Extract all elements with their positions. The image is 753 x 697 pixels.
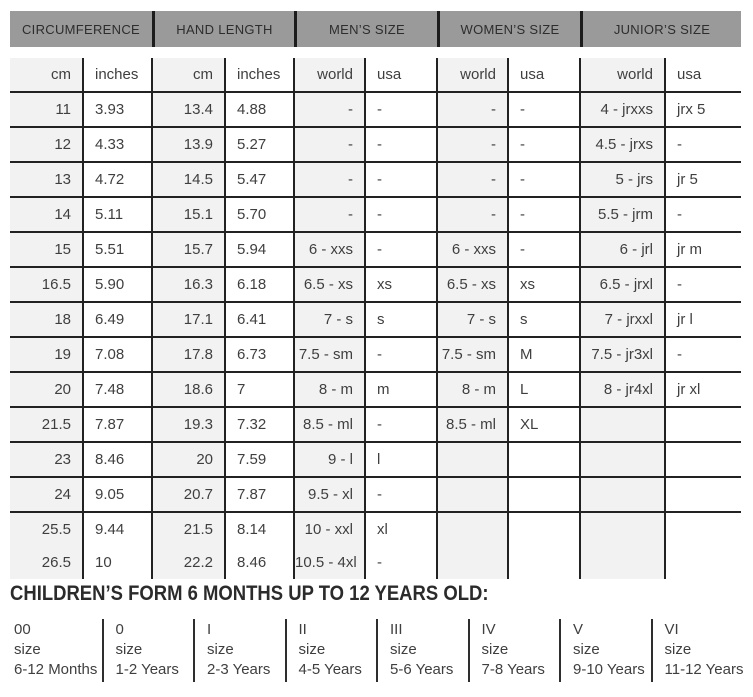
table-cell: -: [437, 162, 508, 197]
table-cell: 14.5: [152, 162, 225, 197]
table-cell: xs: [508, 267, 580, 302]
table-cell: 7.5 - sm: [294, 337, 365, 372]
table-cell: 21.5: [152, 512, 225, 546]
table-cell: [437, 477, 508, 512]
table-cell: 11: [10, 92, 83, 127]
table-row: [10, 302, 741, 337]
table-cell: 5.70: [225, 197, 294, 232]
table-cell: s: [508, 302, 580, 337]
subheader-cell: inches: [83, 58, 152, 92]
subheader-cell: usa: [365, 58, 437, 92]
table-cell: 6.73: [225, 337, 294, 372]
table-cell: 5.90: [83, 267, 152, 302]
children-size-age: 2-3 Years: [207, 661, 271, 678]
table-row: [10, 477, 741, 512]
table-cell: -: [365, 232, 437, 267]
table-cell: [580, 407, 665, 442]
children-size-item: [10, 619, 102, 682]
table-cell: 6.5 - xs: [294, 267, 365, 302]
table-cell: -: [508, 232, 580, 267]
table-cell: 4.72: [83, 162, 152, 197]
table-cell: -: [365, 407, 437, 442]
table-cell: 12: [10, 127, 83, 162]
table-cell: 9.5 - xl: [294, 477, 365, 512]
children-size-age: 6-12 Months: [14, 661, 98, 678]
table-cell: M: [508, 337, 580, 372]
table-cell: [665, 407, 741, 442]
table-cell: 15.1: [152, 197, 225, 232]
table-cell: xl: [365, 512, 437, 546]
table-cell: 4.33: [83, 127, 152, 162]
table-cell: 19: [10, 337, 83, 372]
children-size-label: size: [14, 641, 41, 658]
children-size-label: size: [207, 641, 234, 658]
table-cell: 5.51: [83, 232, 152, 267]
table-cell: 17.8: [152, 337, 225, 372]
table-cell: 8.5 - ml: [294, 407, 365, 442]
children-size-label: size: [664, 641, 692, 658]
table-row: [10, 197, 741, 232]
table-cell: 9 - l: [294, 442, 365, 477]
table-row: [10, 442, 741, 477]
table-cell: jr xl: [665, 372, 741, 407]
subheader-row: [10, 58, 741, 92]
table-cell: 8 - jr4xl: [580, 372, 665, 407]
children-size-label: size: [573, 641, 600, 658]
table-cell: 18.6: [152, 372, 225, 407]
table-cell: 14: [10, 197, 83, 232]
table-cell: 8 - m: [294, 372, 365, 407]
group-header-mens-size: MEN’S SIZE: [294, 11, 437, 47]
table-cell: [437, 546, 508, 579]
table-cell: 7 - jrxxl: [580, 302, 665, 337]
table-cell: 23: [10, 442, 83, 477]
table-row: [10, 546, 741, 579]
table-cell: 6 - xxs: [294, 232, 365, 267]
table-cell: 8.46: [83, 442, 152, 477]
table-row: [10, 512, 741, 546]
table-cell: 9.44: [83, 512, 152, 546]
table-cell: 5 - jrs: [580, 162, 665, 197]
table-cell: -: [294, 127, 365, 162]
table-cell: jr l: [665, 302, 741, 337]
table-cell: 4 - jrxxs: [580, 92, 665, 127]
table-cell: 13.9: [152, 127, 225, 162]
group-header-juniors-size: JUNIOR’S SIZE: [580, 11, 741, 47]
group-header-hand-length: HAND LENGTH: [152, 11, 294, 47]
table-cell: [508, 477, 580, 512]
table-row: [10, 232, 741, 267]
table-cell: [508, 512, 580, 546]
table-cell: [437, 512, 508, 546]
children-size-item: [559, 619, 651, 682]
children-size-item: [102, 619, 194, 682]
table-row: [10, 127, 741, 162]
table-cell: 7 - s: [294, 302, 365, 337]
children-size-age: 11-12 Years: [664, 661, 744, 678]
children-size-item: [285, 619, 377, 682]
table-cell: 16.3: [152, 267, 225, 302]
table-row: [10, 162, 741, 197]
table-cell: -: [294, 162, 365, 197]
table-row: [10, 372, 741, 407]
table-cell: [580, 442, 665, 477]
table-cell: jr 5: [665, 162, 741, 197]
table-cell: [665, 442, 741, 477]
table-cell: 5.11: [83, 197, 152, 232]
table-cell: 3.93: [83, 92, 152, 127]
subheader-cell: world: [437, 58, 508, 92]
subheader-cell: inches: [225, 58, 294, 92]
table-cell: [580, 512, 665, 546]
table-cell: -: [508, 127, 580, 162]
table-cell: L: [508, 372, 580, 407]
table-cell: 6.5 - jrxl: [580, 267, 665, 302]
table-cell: -: [294, 92, 365, 127]
children-size-code: II: [298, 621, 307, 638]
table-cell: 15: [10, 232, 83, 267]
table-cell: -: [365, 127, 437, 162]
table-cell: 7.5 - jr3xl: [580, 337, 665, 372]
table-cell: 7.59: [225, 442, 294, 477]
children-size-label: size: [481, 641, 509, 658]
children-size-label: size: [298, 641, 326, 658]
table-cell: -: [365, 477, 437, 512]
table-cell: -: [665, 267, 741, 302]
children-size-code: IV: [481, 621, 496, 638]
table-cell: xs: [365, 267, 437, 302]
table-cell: -: [665, 197, 741, 232]
table-cell: 20.7: [152, 477, 225, 512]
table-cell: 9.05: [83, 477, 152, 512]
table-cell: 5.94: [225, 232, 294, 267]
table-cell: 26.5: [10, 546, 83, 579]
table-cell: 4.88: [225, 92, 294, 127]
children-size-item: [468, 619, 560, 682]
children-size-code: VI: [664, 621, 679, 638]
table-cell: -: [508, 197, 580, 232]
subheader-cell: cm: [152, 58, 225, 92]
table-cell: [580, 477, 665, 512]
table-cell: 13: [10, 162, 83, 197]
table-cell: 19.3: [152, 407, 225, 442]
table-row: [10, 92, 741, 127]
table-cell: 8.46: [225, 546, 294, 579]
table-cell: 17.1: [152, 302, 225, 337]
table-cell: -: [508, 162, 580, 197]
table-cell: 7.5 - sm: [437, 337, 508, 372]
table-cell: 6 - jrl: [580, 232, 665, 267]
table-cell: 20: [152, 442, 225, 477]
children-size-label: size: [390, 641, 417, 658]
table-cell: 7.87: [225, 477, 294, 512]
table-cell: 5.5 - jrm: [580, 197, 665, 232]
table-cell: [437, 442, 508, 477]
table-cell: 20: [10, 372, 83, 407]
children-size-item: [376, 619, 468, 682]
table-cell: m: [365, 372, 437, 407]
table-cell: [508, 442, 580, 477]
children-size-item: [651, 619, 743, 682]
table-cell: 7.08: [83, 337, 152, 372]
table-cell: -: [365, 162, 437, 197]
table-cell: [665, 512, 741, 546]
table-cell: jrx 5: [665, 92, 741, 127]
table-cell: 16.5: [10, 267, 83, 302]
children-size-label: size: [115, 641, 143, 658]
table-group-header: [10, 11, 741, 47]
table-cell: jr m: [665, 232, 741, 267]
group-header-womens-size: WOMEN’S SIZE: [437, 11, 580, 47]
children-size-age: 5-6 Years: [390, 661, 454, 678]
table-cell: 6.41: [225, 302, 294, 337]
subheader-cell: world: [580, 58, 665, 92]
table-cell: 10.5 - 4xl: [294, 546, 365, 579]
children-size-code: I: [207, 621, 212, 638]
children-section-heading: CHILDREN’S FORM 6 MONTHS UP TO 12 YEARS OLD:: [10, 582, 489, 605]
table-row: [10, 267, 741, 302]
table-cell: 5.27: [225, 127, 294, 162]
table-cell: 13.4: [152, 92, 225, 127]
subheader-cell: cm: [10, 58, 83, 92]
table-cell: -: [437, 197, 508, 232]
children-size-list: [10, 619, 742, 682]
table-cell: 21.5: [10, 407, 83, 442]
table-cell: 7.32: [225, 407, 294, 442]
children-size-code: 00: [14, 621, 31, 638]
size-table: [10, 58, 741, 579]
table-cell: 10 - xxl: [294, 512, 365, 546]
subheader-cell: usa: [508, 58, 580, 92]
table-cell: 8.5 - ml: [437, 407, 508, 442]
table-cell: 8.14: [225, 512, 294, 546]
table-cell: -: [665, 337, 741, 372]
children-size-age: 1-2 Years: [115, 661, 179, 678]
table-cell: -: [437, 127, 508, 162]
children-size-age: 9-10 Years: [573, 661, 645, 678]
table-cell: 7: [225, 372, 294, 407]
size-table-body: [10, 92, 741, 579]
subheader-cell: usa: [665, 58, 741, 92]
table-cell: [580, 546, 665, 579]
table-cell: [665, 477, 741, 512]
table-cell: l: [365, 442, 437, 477]
table-cell: 24: [10, 477, 83, 512]
table-cell: [665, 546, 741, 579]
table-cell: 7.48: [83, 372, 152, 407]
table-cell: 7 - s: [437, 302, 508, 337]
table-cell: 6.18: [225, 267, 294, 302]
table-cell: 6.49: [83, 302, 152, 337]
table-cell: [508, 546, 580, 579]
table-cell: -: [365, 92, 437, 127]
children-size-age: 4-5 Years: [298, 661, 362, 678]
table-cell: 6 - xxs: [437, 232, 508, 267]
table-cell: 15.7: [152, 232, 225, 267]
table-cell: 25.5: [10, 512, 83, 546]
table-cell: -: [365, 197, 437, 232]
children-size-code: 0: [115, 621, 124, 638]
table-row: [10, 407, 741, 442]
children-size-code: V: [573, 621, 584, 638]
children-size-age: 7-8 Years: [481, 661, 545, 678]
table-cell: -: [365, 546, 437, 579]
table-cell: -: [294, 197, 365, 232]
table-cell: -: [665, 127, 741, 162]
table-cell: 6.5 - xs: [437, 267, 508, 302]
table-cell: 4.5 - jrxs: [580, 127, 665, 162]
table-cell: 18: [10, 302, 83, 337]
table-cell: -: [365, 337, 437, 372]
table-cell: s: [365, 302, 437, 337]
table-cell: 7.87: [83, 407, 152, 442]
group-header-circumference: CIRCUMFERENCE: [21, 21, 140, 37]
table-cell: XL: [508, 407, 580, 442]
table-cell: 22.2: [152, 546, 225, 579]
table-cell: -: [437, 92, 508, 127]
table-cell: 10: [83, 546, 152, 579]
children-size-code: III: [390, 621, 403, 638]
table-cell: -: [508, 92, 580, 127]
table-row: [10, 337, 741, 372]
subheader-cell: world: [294, 58, 365, 92]
children-size-item: [193, 619, 285, 682]
table-cell: 8 - m: [437, 372, 508, 407]
table-cell: 5.47: [225, 162, 294, 197]
